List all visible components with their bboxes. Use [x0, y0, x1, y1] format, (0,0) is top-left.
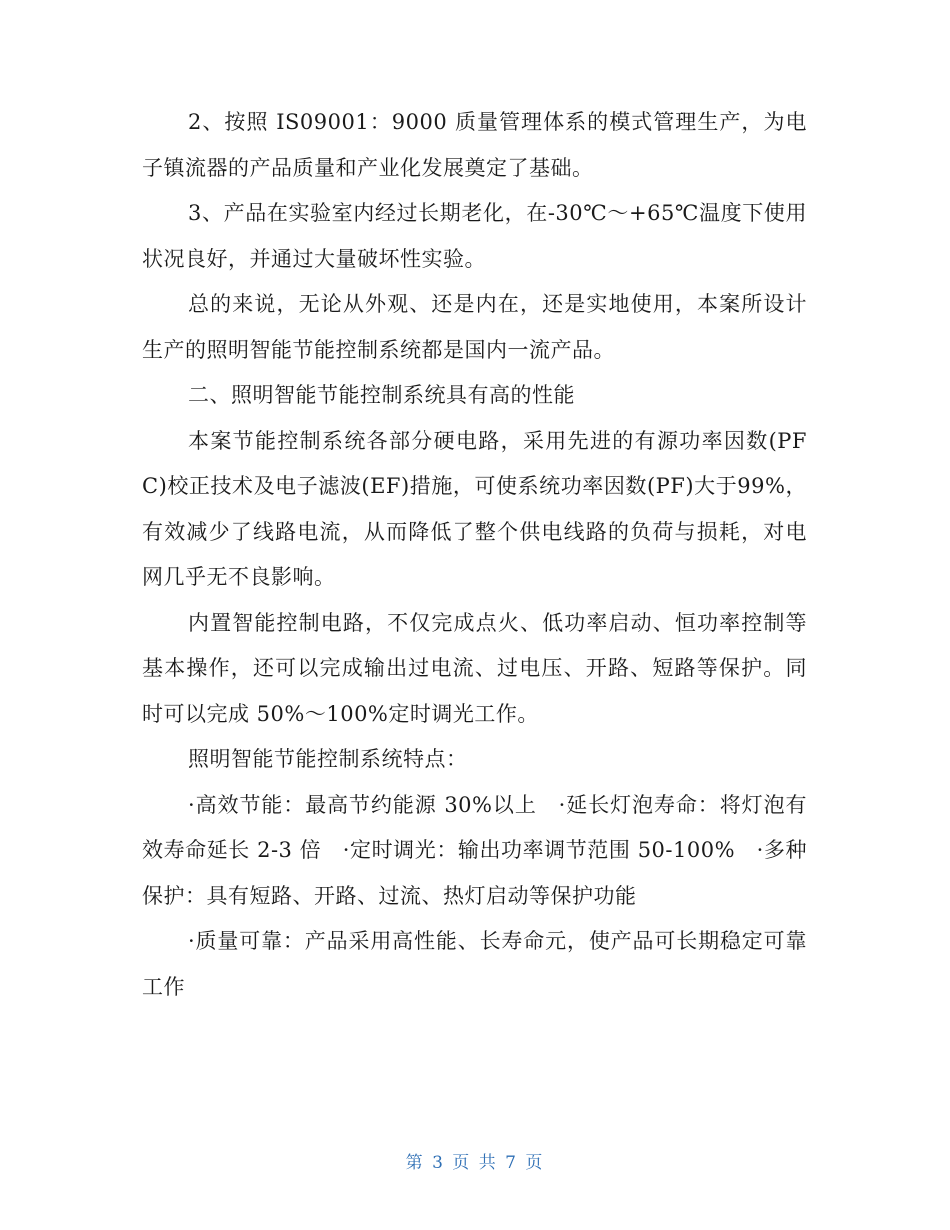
- paragraph-iso-quality: 2、按照 IS09001：9000 质量管理体系的模式管理生产，为电子镇流器的产品质量和产业化发展奠定了基础。: [142, 110, 807, 180]
- document-body: [142, 100, 807, 1010]
- paragraph-pfc: 本案节能控制系统各部分硬电路，采用先进的有源功率因数(PFC)校正技术及电子滤波(EF)措施，可使系统功率因数(PF)大于99%，有效减少了线路电流，从而降低了整个供电线路的负荷与损耗，对电网几乎无不良影响。: [142, 428, 807, 589]
- page-number-footer: 第 3 页 共 7 页: [405, 1153, 545, 1173]
- paragraph-reliability: ·质量可靠：产品采用高性能、长寿命元，使产品可长期稳定可靠工作: [142, 929, 807, 999]
- paragraph-summary: 总的来说，无论从外观、还是内在，还是实地使用，本案所设计生产的照明智能节能控制系统都是国内一流产品。: [142, 292, 807, 362]
- paragraph-features-list: ·高效节能：最高节约能源 30%以上 ·延长灯泡寿命：将灯泡有效寿命延长 2-3 倍 ·定时调光：输出功率调节范围 50-100% ·多种保护：具有短路、开路、过流、热灯启动等保护功能: [142, 792, 807, 908]
- paragraph-features-heading: 照明智能节能控制系统特点：: [188, 747, 468, 771]
- section-heading-performance: 二、照明智能节能控制系统具有高的性能: [188, 383, 575, 407]
- paragraph-control-circuit: 内置智能控制电路，不仅完成点火、低功率启动、恒功率控制等基本操作，还可以完成输出过电流、过电压、开路、短路等保护。同时可以完成 50%～100%定时调光工作。: [142, 610, 807, 726]
- paragraph-aging-test: 3、产品在实验室内经过长期老化，在-30℃～+65℃温度下使用状况良好，并通过大量破坏性实验。: [142, 201, 807, 271]
